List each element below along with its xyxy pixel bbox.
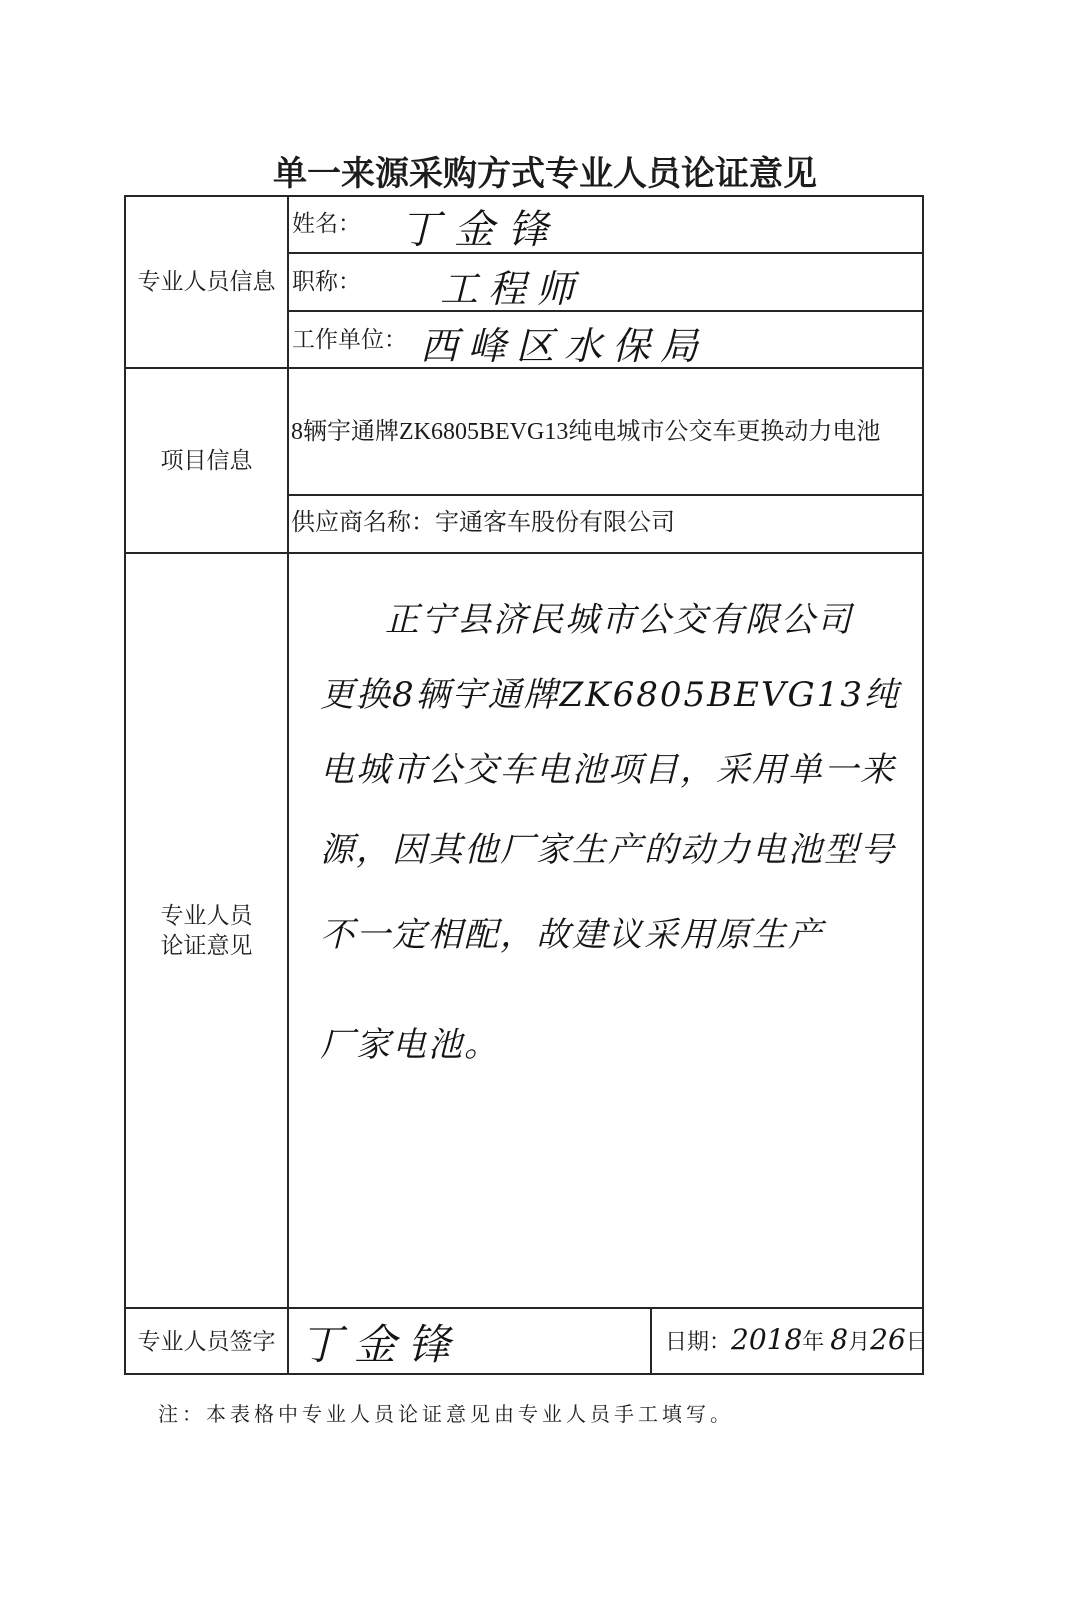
title-value: 工程师	[440, 267, 585, 311]
supplier-row	[291, 508, 675, 538]
opinion-section-label-line2: 论证意见	[160, 932, 253, 958]
project-name: 8辆宇通牌ZK6805BEVG13纯电城市公交车更换动力电池	[291, 419, 881, 445]
date-day-unit: 日	[905, 1329, 928, 1354]
expert-info-section-label: 专业人员信息	[137, 269, 276, 294]
row-divider-title	[288, 310, 924, 312]
row-divider-name	[288, 252, 924, 254]
signature-label: 专业人员签字	[137, 1329, 276, 1354]
work-unit-label: 工作单位：	[292, 327, 407, 352]
form-title: 单一来源采购方式专业人员论证意见	[273, 156, 817, 193]
row-divider-project-name	[288, 494, 924, 496]
opinion-line: 不一定相配，故建议采用原生产	[320, 915, 824, 955]
expert-signature: 丁金锋	[300, 1320, 463, 1369]
project-info-section-label-cell	[126, 369, 287, 552]
form-footnote: 注：本表格中专业人员论证意见由专业人员手工填写。	[158, 1404, 734, 1426]
date-month: 8	[830, 1323, 849, 1356]
opinion-line: 正宁县济民城市公交有限公司	[385, 600, 853, 640]
date-label: 日期：	[665, 1329, 732, 1354]
signature-date-divider	[650, 1307, 652, 1375]
date-year: 2018	[731, 1323, 803, 1356]
expert-info-section-label-cell	[126, 197, 287, 367]
project-info-section-label: 项目信息	[160, 447, 253, 473]
opinion-line: 更换8辆宇通牌ZK6805BEVG13纯	[320, 675, 900, 715]
title-label: 职称：	[292, 269, 361, 294]
signature-label-cell	[126, 1309, 287, 1375]
supplier-label: 供应商名称：	[291, 510, 435, 536]
opinion-line: 电城市公交车电池项目，采用单一来	[320, 750, 896, 790]
opinion-section-label-line1: 专业人员	[160, 902, 253, 928]
opinion-section-label-cell	[126, 554, 287, 1307]
column-divider	[287, 195, 289, 1375]
date-day: 26	[870, 1323, 906, 1356]
name-value: 丁金锋	[400, 207, 562, 253]
work-unit-value: 西峰区水保局	[420, 324, 709, 368]
opinion-line: 源，因其他厂家生产的动力电池型号	[320, 830, 896, 870]
date-month-unit: 月	[848, 1329, 871, 1354]
supplier-name: 宇通客车股份有限公司	[435, 510, 675, 536]
name-label: 姓名：	[292, 211, 361, 236]
opinion-line: 厂家电池。	[320, 1025, 500, 1065]
date-year-unit: 年	[802, 1329, 825, 1354]
date-field	[665, 1323, 928, 1356]
